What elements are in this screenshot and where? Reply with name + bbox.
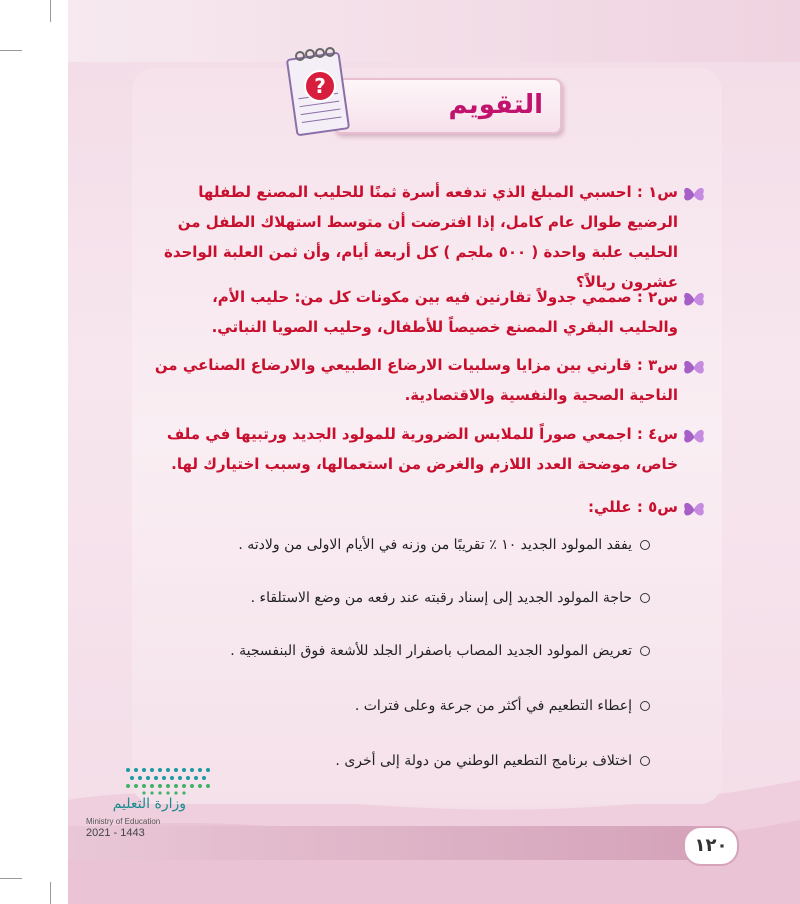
question-text: صممي جدولاً تقارنين فيه بين مكونات كل من: حليب الأم، والحليب البقري المصنع خصيصاً للأطفال، وحليب الصويا النباتي. bbox=[211, 288, 678, 336]
question-label: س٢ : bbox=[636, 288, 678, 306]
page-title: التقويم bbox=[448, 90, 543, 120]
list-item-text: تعريض المولود الجديد المصاب باصفرار الجلد للأشعة فوق البنفسجية . bbox=[230, 643, 632, 659]
list-item bbox=[220, 534, 650, 556]
question-5 bbox=[500, 492, 678, 522]
notebook-question-icon bbox=[284, 46, 356, 138]
edition-year: 2021 - 1443 bbox=[86, 827, 145, 839]
list-item-text: إعطاء التطعيم في أكثر من جرعة وعلى فترات . bbox=[354, 698, 632, 714]
circle-bullet-icon bbox=[640, 593, 650, 603]
page-number: ١٢٠ bbox=[683, 826, 739, 866]
butterfly-icon bbox=[682, 426, 706, 446]
list-item bbox=[220, 695, 650, 717]
ministry-name-en: Ministry of Education bbox=[86, 817, 161, 826]
circle-bullet-icon bbox=[640, 701, 650, 711]
question-label: س١ : bbox=[636, 183, 678, 201]
question-4 bbox=[150, 419, 678, 479]
question-label: س٥ : bbox=[636, 498, 678, 516]
butterfly-icon bbox=[682, 357, 706, 377]
list-item-text: حاجة المولود الجديد إلى إسناد رقبته عند رفعه من وضع الاستلقاء . bbox=[250, 590, 632, 606]
top-strip bbox=[68, 0, 800, 62]
question-label: س٤ : bbox=[636, 425, 678, 443]
butterfly-icon bbox=[682, 184, 706, 204]
ministry-logo-icon bbox=[124, 764, 216, 796]
question-text: احسبي المبلغ الذي تدفعه أسرة ثمنًا للحليب المصنع لطفلها الرضيع طوال عام كامل، إذا افترضت أن متوسط استهلاك الطفل من الحليب علبة واحدة ( ٥٠٠ ملجم ) كل أربعة أيام، وأن ثمن العلبة الواحدة عشرون ريالاً؟ bbox=[163, 183, 678, 291]
circle-bullet-icon bbox=[640, 540, 650, 550]
ministry-name-ar: وزارة التعليم bbox=[112, 796, 186, 812]
circle-bullet-icon bbox=[640, 646, 650, 656]
circle-bullet-icon bbox=[640, 756, 650, 766]
question-label: س٣ : bbox=[636, 356, 678, 374]
list-item-text: يفقد المولود الجديد ١٠ ٪ تقريبًا من وزنه في الأيام الاولى من ولادته . bbox=[238, 537, 632, 553]
butterfly-icon bbox=[682, 289, 706, 309]
butterfly-icon bbox=[682, 499, 706, 519]
question-2 bbox=[150, 282, 678, 342]
crop-mark bbox=[50, 0, 51, 22]
svg-text:?: ? bbox=[314, 74, 326, 98]
list-item bbox=[220, 750, 650, 772]
question-text: عللي: bbox=[588, 498, 632, 516]
list-item bbox=[220, 587, 650, 609]
question-text: قارني بين مزايا وسلبيات الارضاع الطبيعي والارضاع الصناعي من الناحية الصحية والنفسية والاقتصادية. bbox=[154, 356, 678, 404]
list-item bbox=[220, 640, 650, 662]
question-1 bbox=[150, 177, 678, 297]
crop-mark bbox=[0, 50, 22, 51]
question-3 bbox=[150, 350, 678, 410]
question-text: اجمعي صوراً للملابس الضرورية للمولود الجديد ورتبيها في ملف خاص، موضحة العدد اللازم والغرض من استعمالها، وسبب اختيارك لها. bbox=[166, 425, 678, 473]
list-item-text: اختلاف برنامج التطعيم الوطني من دولة إلى أخرى . bbox=[335, 753, 632, 769]
